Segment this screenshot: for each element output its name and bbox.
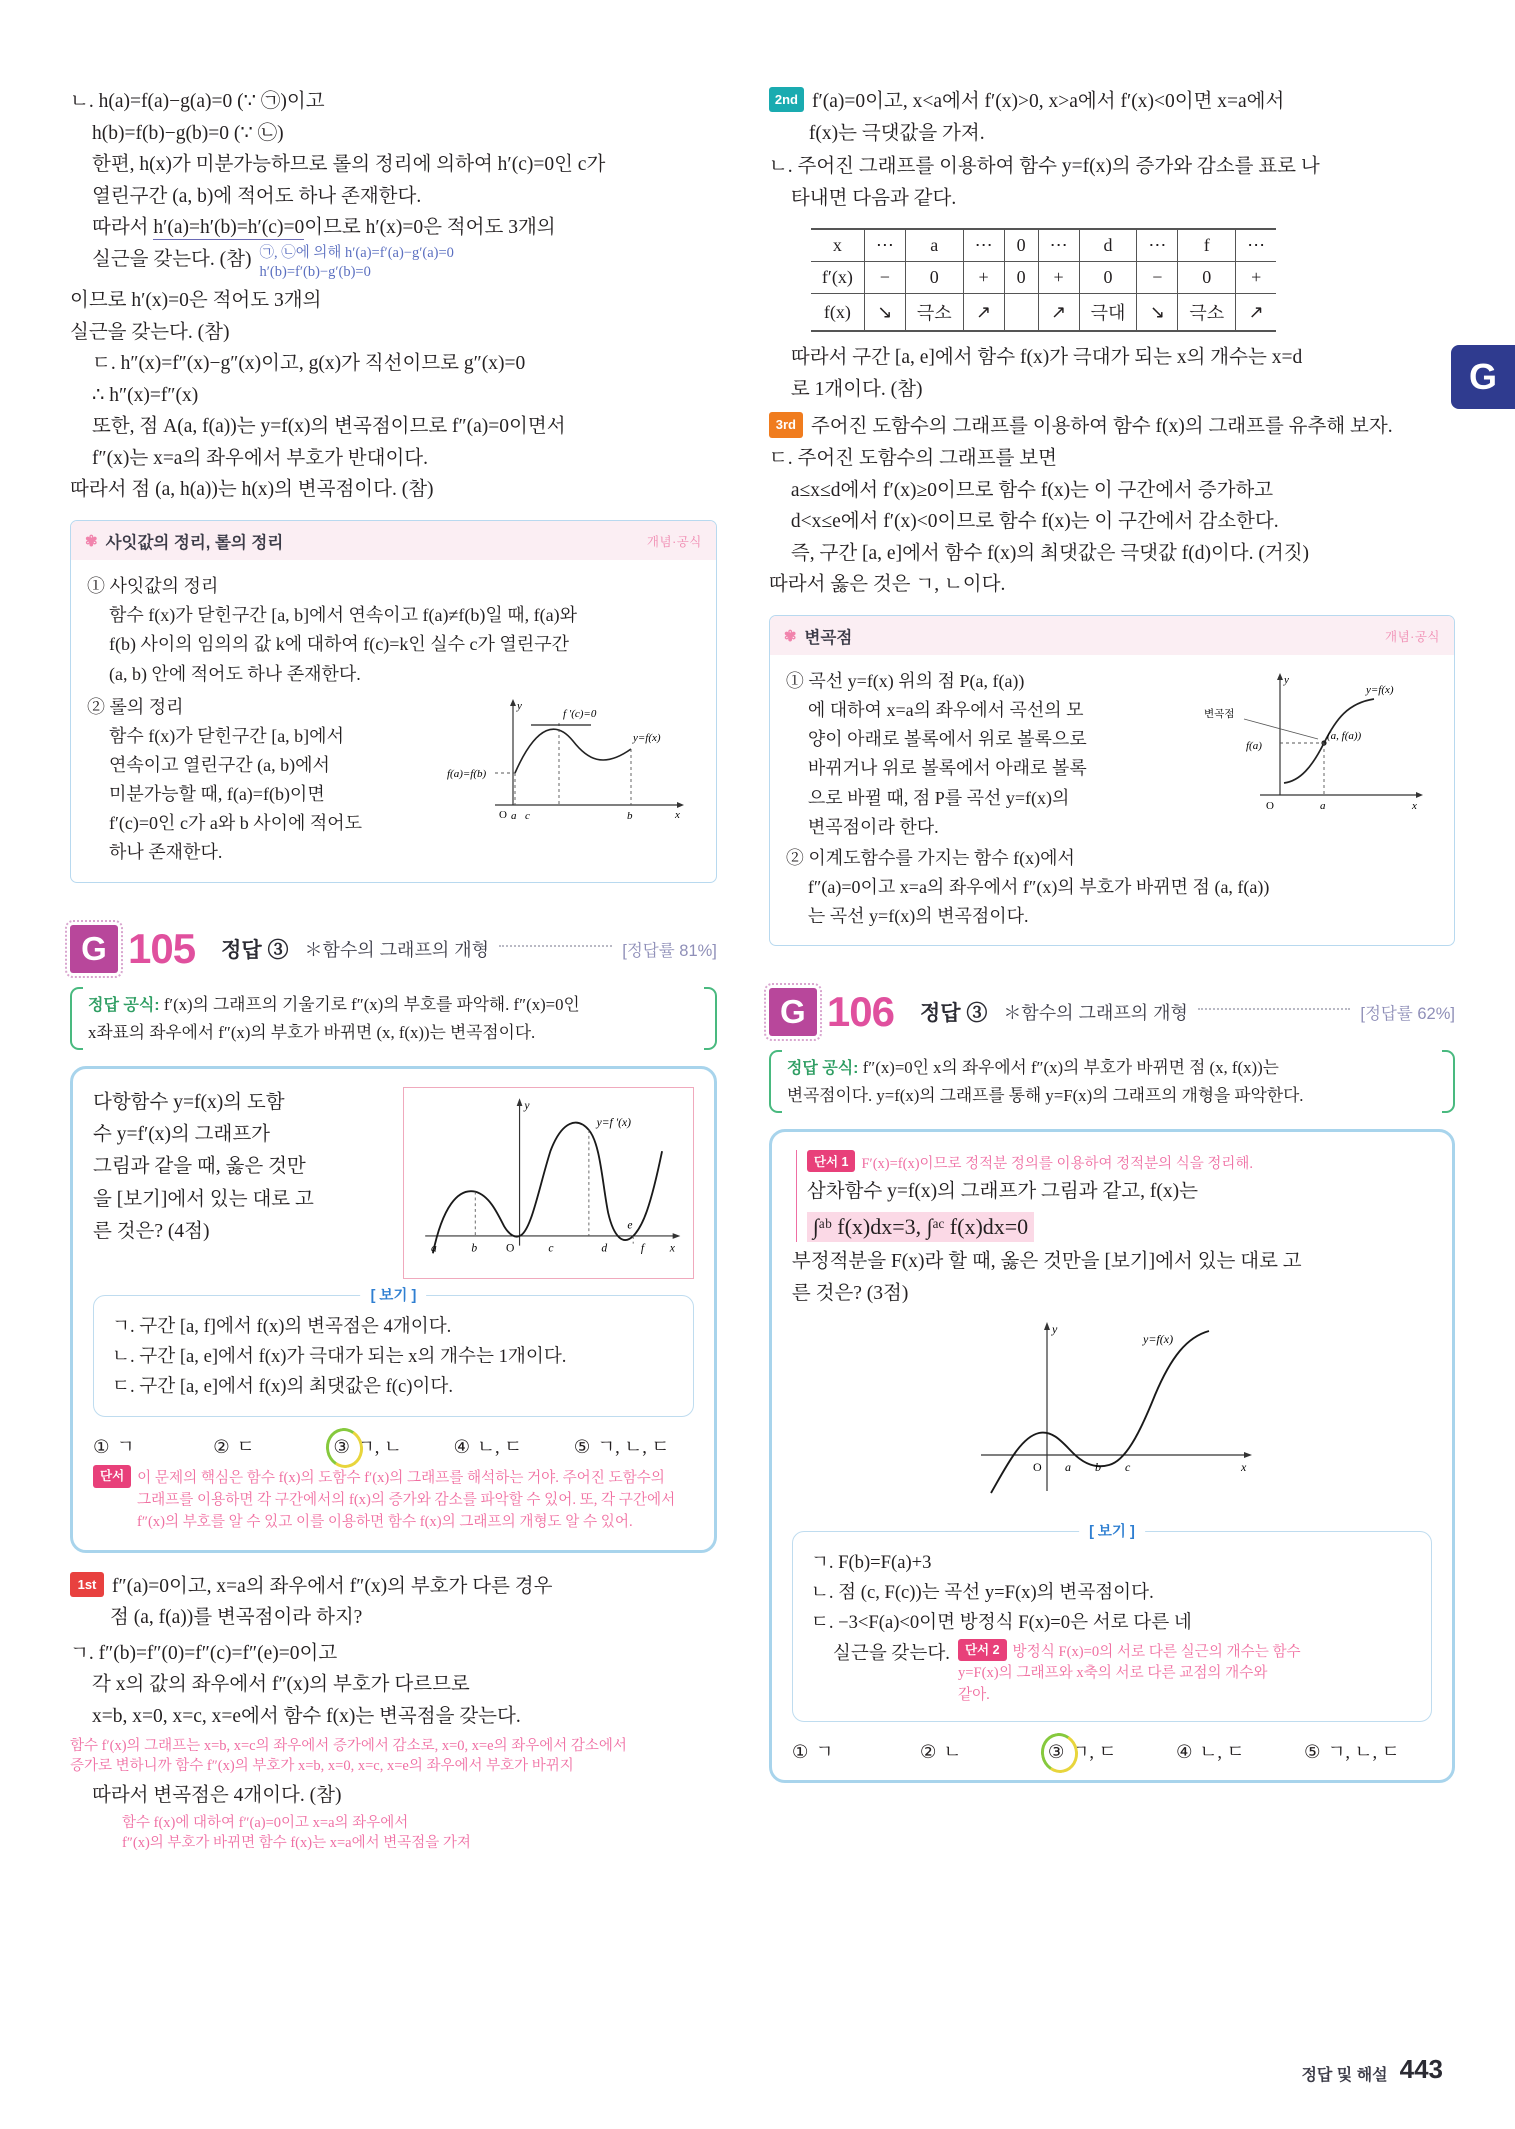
concept-box-tag: 개념·공식	[1385, 629, 1440, 644]
axis-label-x: x	[1240, 1460, 1247, 1475]
concept-box-header	[71, 521, 716, 560]
solution-line-with-note	[92, 244, 717, 283]
concept-box-mean-value	[70, 520, 717, 883]
question-card-106	[769, 1129, 1455, 1783]
choice-1[interactable]	[93, 1433, 213, 1459]
solution-line: 따라서 점 (a, h(a))는 h(x)의 변곡점이다. (참)	[70, 479, 434, 501]
choice-number-circled: ③	[333, 1438, 350, 1459]
tick-c: c	[1124, 1460, 1131, 1475]
solution-line: d<x≤e에서 f′(x)<0이므로 함수 f(x)는 이 구간에서 감소한다.	[790, 511, 1279, 533]
tick-c: c	[548, 1242, 554, 1255]
flower-icon: ✾	[85, 533, 98, 551]
rolle-theorem-figure	[445, 693, 700, 868]
question-figure-106	[792, 1315, 1432, 1515]
solution-line: 따라서 구간 [a, e]에서 함수 f(x)가 극대가 되는 x의 개수는 x=d	[790, 347, 1303, 369]
leader-dots	[499, 945, 612, 947]
concept-item-line	[786, 844, 1438, 873]
bogi-item-suffix: 실근을 갖는다.	[832, 1642, 950, 1664]
solution-conclusion: 따라서 변곡점은 4개이다. (참)	[92, 1784, 342, 1806]
solution-continuation	[70, 86, 717, 506]
question-line: 삼차함수 y=f(x)의 그래프가 그림과 같고, f(x)는	[806, 1181, 1198, 1203]
left-column	[70, 86, 717, 2046]
concept-box-title: 사잇값의 정리, 롤의 정리	[105, 534, 284, 553]
tick-a: a	[1064, 1460, 1071, 1475]
table-row-label: f′(x)	[811, 262, 864, 294]
concept-item-number: ②	[87, 696, 105, 717]
solution-tail	[769, 443, 1455, 601]
origin-label: O	[498, 808, 507, 821]
question-line: 수 y=f′(x)의 그래프가	[93, 1124, 271, 1146]
concept-item-line: 에 대하여 x=a의 좌우에서 곡선의 모	[807, 700, 1084, 721]
pink-annotation-line: 증가로 변하니까 함수 f″(x)의 부호가 x=b, x=0, x=c, x=e의 좌우에서 부호가 바뀌지	[70, 1757, 574, 1774]
choice-text: ㄱ, ㄴ, ㄷ	[597, 1438, 670, 1459]
inflection-point-label: 변곡점	[1204, 707, 1235, 720]
concept-item-line: 변곡점이라 한다.	[807, 816, 939, 837]
table-header-cell: x	[811, 229, 864, 262]
choice-text: ㄱ	[116, 1438, 135, 1459]
problem-topic: ＊함수의 그래프의 개형	[1003, 1003, 1188, 1024]
concept-item-title: 사잇값의 정리	[109, 576, 219, 597]
danseo1-row	[807, 1150, 1432, 1174]
f-a-label: f(a)	[1246, 739, 1262, 752]
solution-line: 이므로 h′(x)=0은 적어도 3개의	[70, 290, 322, 312]
table-cell: −	[1137, 262, 1178, 294]
choice-text: ㄴ, ㄷ	[477, 1438, 523, 1459]
step-2nd-line	[769, 86, 1455, 118]
footer-page-number: 443	[1399, 2054, 1443, 2084]
formula-line: 변곡점이다. y=f(x)의 그래프를 통해 y=F(x)의 그래프의 개형을 파악한다.	[786, 1086, 1304, 1106]
choice-3-selected[interactable]	[1048, 1738, 1176, 1764]
axis-label-y: y	[524, 1099, 530, 1112]
inflection-figure-svg	[1188, 667, 1438, 817]
table-cell: 0	[905, 262, 963, 294]
pink-annotation-2	[122, 1813, 717, 1853]
choice-text: ㄱ, ㄴ, ㄷ	[1327, 1743, 1400, 1764]
curve-label: y=f(x)	[632, 731, 661, 744]
danseo2-callout	[958, 1639, 1301, 1708]
axis-label-y: y	[1284, 673, 1289, 686]
concept-item-line: f″(a)=0이고 x=a의 좌우에서 f″(x)의 부호가 바뀌면 점 (a, f(a))	[807, 877, 1270, 898]
concept-box-body	[770, 655, 1454, 945]
danseo2-line: 방정식 F(x)=0의 서로 다른 실근의 개수는 함수	[1012, 1643, 1301, 1660]
table-header-cell: f	[1178, 229, 1236, 262]
table-cell: ↗	[1236, 294, 1277, 332]
answer-value: ③	[267, 938, 289, 962]
answer-label-text: 정답	[221, 938, 262, 962]
problem-correct-rate: [정답률 62%]	[1360, 1005, 1455, 1024]
table-cell: +	[963, 262, 1004, 294]
choice-5[interactable]	[1304, 1738, 1432, 1764]
question-text-105	[93, 1087, 393, 1279]
axis-label-y: y	[1051, 1322, 1058, 1337]
question-line: 른 것은? (4점)	[93, 1221, 210, 1243]
bogi-item	[811, 1608, 1413, 1638]
tangent-label: f ′(c)=0	[562, 707, 597, 720]
concept-item-line: (a, b) 안에 적어도 하나 존재한다.	[109, 663, 361, 684]
blue-annotation-line: ㉠, ㉡에 의해 h′(a)=f′(a)−g′(a)=0	[259, 244, 454, 261]
answer-formula-box-105	[70, 985, 717, 1052]
choice-number: ④	[1175, 1743, 1193, 1764]
table-row	[811, 294, 1276, 332]
problem-badge-g: G	[70, 925, 118, 973]
solution-line: ㄷ. 주어진 도함수의 그래프를 보면	[768, 448, 1057, 470]
choice-text: ㄱ	[815, 1743, 834, 1764]
blue-annotation	[259, 244, 453, 283]
concept-item-line: 함수 f(x)가 닫힌구간 [a, b]에서 연속이고 f(a)≠f(b)일 때, f(a)와	[109, 605, 577, 626]
danseo-line: 그래프를 이용하면 각 구간에서의 f(x)의 증가와 감소를 파악할 수 있어. 또, 각 구간에서	[137, 1491, 676, 1508]
table-cell: ↗	[1038, 294, 1079, 332]
danseo-badge: 단서	[93, 1465, 131, 1488]
concept-item-number: ①	[785, 670, 804, 691]
choice-2[interactable]	[920, 1738, 1048, 1764]
choice-number: ②	[919, 1743, 937, 1764]
table-header-cell: ⋯	[1137, 229, 1178, 262]
question-figure-105	[403, 1087, 694, 1279]
table-header-cell: ⋯	[1038, 229, 1079, 262]
choice-text: ㄴ	[943, 1743, 962, 1764]
curve-label: y=f(x)	[1366, 683, 1394, 696]
bogi-wrapper-105	[93, 1287, 694, 1417]
concept-item-line	[786, 667, 1180, 696]
bogi-legend: [ 보기 ]	[1079, 1520, 1145, 1541]
table-row-label: f(x)	[811, 294, 864, 332]
table-header-cell: 0	[1004, 229, 1038, 262]
f-a-equals-f-b-label: f(a)=f(b)	[446, 767, 487, 780]
underlined-expression: h′(a)=h′(b)=h′(c)=0	[153, 217, 305, 239]
tick-a: a	[510, 809, 517, 822]
danseo1-callout	[796, 1150, 1432, 1242]
tick-f: f	[640, 1242, 645, 1255]
formula-label: 정답 공식:	[786, 1060, 859, 1078]
solution-line-prefix: 따라서	[92, 217, 154, 239]
answer-formula-box-106	[769, 1048, 1455, 1115]
two-column-layout	[70, 86, 1455, 2046]
formula-text: f″(x)=0인 x의 좌우에서 f″(x)의 부호가 바뀌면 점 (x, f(x))는	[862, 1058, 1279, 1078]
bogi-item: ㄷ. 구간 [a, e]에서 f(x)의 최댓값은 f(c)이다.	[112, 1375, 453, 1397]
concept-item-line: 양이 아래로 볼록에서 위로 볼록으로	[807, 729, 1087, 750]
pink-annotation-1	[70, 1736, 717, 1776]
footer-label: 정답 및 해설	[1301, 2067, 1388, 2084]
leader-dots	[1198, 1008, 1351, 1010]
axis-label-x: x	[1412, 799, 1417, 812]
inflection-figure	[1188, 667, 1438, 842]
table-cell: −	[864, 262, 905, 294]
table-cell: 극대	[1079, 294, 1137, 332]
choice-2[interactable]	[213, 1433, 333, 1459]
concept-item-number: ②	[785, 847, 804, 868]
formula-line	[787, 1054, 1439, 1082]
bogi-item: ㄴ. 구간 [a, e]에서 f(x)가 극대가 되는 x의 개수는 1개이다.	[112, 1345, 567, 1367]
solution-line: 타내면 다음과 같다.	[790, 187, 957, 209]
axis-label-x: x	[674, 808, 680, 821]
choice-text: ㄱ, ㄴ	[356, 1438, 402, 1459]
solution-line: f″(x)는 x=a의 좌우에서 부호가 반대이다.	[92, 447, 429, 469]
problem-number: 105	[128, 924, 196, 972]
solution-line: 따라서 옳은 것은 ㄱ, ㄴ이다.	[768, 574, 1006, 596]
axis-label-x: x	[669, 1242, 675, 1255]
choice-4[interactable]	[454, 1433, 574, 1459]
table-cell: 0	[1004, 262, 1038, 294]
danseo2-badge: 단서 2	[958, 1639, 1007, 1662]
concept-item-line: 바뀌거나 위로 볼록에서 아래로 볼록	[807, 758, 1087, 779]
table-cell: 0	[1178, 262, 1236, 294]
step-badge-2nd: 2nd	[769, 87, 804, 112]
bogi-item: ㄴ. 점 (c, F(c))는 곡선 y=F(x)의 변곡점이다.	[810, 1582, 1154, 1604]
increase-decrease-table	[811, 228, 1276, 332]
problem-topic: ＊함수의 그래프의 개형	[304, 939, 489, 960]
danseo-hint-105	[93, 1465, 694, 1534]
danseo1-text: F′(x)=f(x)이므로 정적분 정의를 이용하여 정적분의 식을 정리해.	[861, 1156, 1254, 1173]
bogi-item-with-note	[833, 1639, 1413, 1708]
choice-number: ①	[791, 1743, 809, 1764]
formula-line: x좌표의 좌우에서 f″(x)의 부호가 바뀌면 (x, f(x))는 변곡점이다.	[88, 1022, 536, 1042]
cubic-graph-svg	[947, 1315, 1277, 1515]
concept-item-line: 미분가능할 때, f(a)=f(b)이면	[109, 784, 325, 805]
answer-label-text: 정답	[919, 1002, 961, 1026]
solution-line: 실근을 갖는다. (참)	[92, 248, 252, 270]
concept-box-inflection	[769, 615, 1455, 946]
tick-b: b	[1094, 1460, 1101, 1475]
problem-answer-label	[920, 997, 987, 1027]
solution-line: h(b)=f(b)−g(b)=0 (∵ ㉡)	[92, 122, 284, 144]
concept-item-2-row	[87, 693, 700, 868]
solution-line: 각 x의 값의 좌우에서 f″(x)의 부호가 다르므로	[92, 1674, 470, 1696]
formula-text: f′(x)의 그래프의 기울기로 f″(x)의 부호를 파악해. f″(x)=0인	[163, 994, 580, 1014]
choice-number: ⑤	[573, 1438, 591, 1459]
step-text: 주어진 도함수의 그래프를 이용하여 함수 f(x)의 그래프를 유추해 보자.	[810, 416, 1393, 438]
solution-line: ㄱ. f″(b)=f″(0)=f″(c)=f″(e)=0이고	[70, 1642, 338, 1664]
bogi-item: ㄱ. 구간 [a, f]에서 f(x)의 변곡점은 4개이다.	[112, 1315, 452, 1337]
concept-box-tag: 개념·공식	[646, 535, 702, 550]
concept-item-line: f′(c)=0인 c가 a와 b 사이에 적어도	[109, 813, 363, 834]
table-cell: ↗	[963, 294, 1004, 332]
table-header-cell: ⋯	[1236, 229, 1277, 262]
problem-correct-rate: [정답률 81%]	[622, 941, 717, 960]
danseo2-line: 같아.	[957, 1687, 990, 1704]
table-cell: 극소	[1178, 294, 1236, 332]
step-text: f′(a)=0이고, x<a에서 f′(x)>0, x>a에서 f′(x)<0이면 x=a에서	[812, 91, 1285, 112]
solution-line-suffix: 이므로 h′(x)=0은 적어도 3개의	[304, 217, 556, 239]
solution-105-body	[70, 1638, 717, 1853]
step-3rd-block	[769, 411, 1455, 443]
danseo-line: 이 문제의 핵심은 함수 f(x)의 도함수 f′(x)의 그래프를 해석하는 거야. 주어진 도함수의	[137, 1470, 665, 1487]
concept-item-line: 함수 f(x)가 닫힌구간 [a, b]에서	[109, 725, 344, 746]
curve-label: y=f(x)	[1142, 1332, 1174, 1347]
problem-badge-g: G	[769, 988, 817, 1036]
integral-highlight-row	[807, 1212, 1432, 1242]
table-cell: +	[1038, 262, 1079, 294]
tick-b: b	[626, 809, 633, 822]
table-cell: 극소	[905, 294, 963, 332]
table-cell: ↘	[864, 294, 905, 332]
question-line: 부정적분을 F(x)라 할 때, 옳은 것만을 [보기]에서 있는 대로 고	[791, 1251, 1302, 1273]
flower-icon: ✾	[783, 627, 797, 645]
concept-item-title: 롤의 정리	[109, 696, 184, 717]
choice-number: ①	[93, 1438, 110, 1459]
rolle-figure-svg	[445, 693, 700, 823]
table-header-cell: d	[1079, 229, 1137, 262]
concept-item-line: 으로 바뀔 때, 점 P를 곡선 y=f(x)의	[807, 787, 1070, 808]
tick-a: a	[1320, 799, 1326, 812]
concept-item-line: 하나 존재한다.	[109, 842, 223, 863]
concept-item-number: ①	[87, 576, 105, 597]
tick-a: a	[430, 1242, 437, 1255]
curve-label: y=f ′(x)	[596, 1116, 631, 1129]
solution-line: 즉, 구간 [a, e]에서 함수 f(x)의 최댓값은 극댓값 f(d)이다. (거짓)	[790, 542, 1310, 564]
problem-106-header	[769, 988, 1455, 1036]
step-badge-1st: 1st	[70, 1572, 104, 1597]
bogi-item-prefix: ㄷ. −3<F(a)<0이면 방정식 F(x)=0은 서로 다른 네	[810, 1612, 1192, 1634]
concept-box-title: 변곡점	[804, 628, 853, 647]
origin-label: O	[506, 1242, 515, 1255]
table-row	[811, 262, 1276, 294]
derivative-graph-svg	[404, 1088, 693, 1278]
solution-line-underlined	[92, 212, 717, 244]
choice-number: ⑤	[1303, 1743, 1321, 1764]
table-cell: +	[1236, 262, 1277, 294]
tick-d: d	[601, 1242, 608, 1255]
choice-number: ②	[213, 1438, 230, 1459]
danseo-line: f″(x)의 부호를 알 수 있고 이를 이용하면 함수 f(x)의 그래프의 개형도 알 수 있어.	[137, 1513, 633, 1530]
integral-highlight: ∫ᵃᵇ f(x)dx=3, ∫ᵃᶜ f(x)dx=0	[807, 1212, 1034, 1242]
page-footer	[1301, 2054, 1443, 2085]
pink-annotation-line: 함수 f′(x)의 그래프는 x=b, x=c의 좌우에서 증가에서 감소로, x=0, x=e의 좌우에서 감소에서	[70, 1737, 627, 1754]
origin-label: O	[1266, 799, 1274, 812]
solution-line: 로 1개이다. (참)	[790, 378, 923, 400]
formula-label: 정답 공식:	[88, 996, 160, 1014]
pink-annotation-line: f″(x)의 부호가 바뀌면 함수 f(x)는 x=a에서 변곡점을 가져	[122, 1835, 471, 1852]
concept-box-header	[770, 616, 1454, 655]
step-2nd-line-2: f(x)는 극댓값을 가져.	[808, 122, 985, 144]
table-header-cell: ⋯	[963, 229, 1004, 262]
question-top-row	[93, 1087, 694, 1279]
solution-line: ∴ h″(x)=f″(x)	[92, 384, 199, 406]
tick-e: e	[627, 1218, 633, 1231]
bogi-legend: [ 보기 ]	[361, 1284, 427, 1305]
choice-number-circled: ③	[1047, 1743, 1065, 1764]
danseo1-badge: 단서 1	[807, 1150, 856, 1172]
side-tab-g: G	[1451, 345, 1515, 409]
solution-line: ㄴ. h(a)=f(a)−g(a)=0 (∵ ㉠)이고	[70, 91, 325, 112]
tick-c: c	[524, 809, 530, 822]
concept-item-line: 연속이고 열린구간 (a, b)에서	[109, 755, 330, 775]
solution-line: 또한, 점 A(a, f(a))는 y=f(x)의 변곡점이므로 f″(a)=0이면서	[92, 416, 566, 438]
pink-annotation-line: 함수 f(x)에 대하여 f″(a)=0이고 x=a의 좌우에서	[122, 1815, 409, 1832]
step-1st-line-2: 점 (a, f(a))를 변곡점이라 하지?	[110, 1607, 363, 1629]
bogi-item: ㄱ. F(b)=F(a)+3	[810, 1552, 932, 1574]
problem-number: 106	[826, 988, 894, 1036]
problem-answer-label	[221, 934, 288, 964]
step-2nd-block	[769, 86, 1455, 149]
right-column	[769, 86, 1455, 2046]
solution-line: 한편, h(x)가 미분가능하므로 롤의 정리에 의하여 h′(c)=0인 c가	[92, 154, 606, 176]
table-header-row	[811, 229, 1276, 262]
solution-line: a≤x≤d에서 f′(x)≥0이므로 함수 f(x)는 이 구간에서 증가하고	[790, 479, 1274, 501]
concept-item-line: f(b) 사이의 임의의 값 k에 대하여 f(c)=k인 실수 c가 열린구간	[109, 634, 569, 655]
point-label: (a, f(a))	[1327, 729, 1362, 742]
concept-box-title-group	[85, 529, 283, 553]
danseo2-line: y=F(x)의 그래프와 x축의 서로 다른 교점의 개수와	[957, 1665, 1268, 1682]
question-line: 다항함수 y=f(x)의 도함	[93, 1091, 285, 1113]
concept-item-text: 곡선 y=f(x) 위의 점 P(a, f(a))	[808, 670, 1025, 691]
step-1st-block	[70, 1571, 717, 1634]
table-cell: 0	[1079, 262, 1137, 294]
step-1st-line	[70, 1571, 717, 1603]
answer-value: ③	[966, 1002, 988, 1026]
concept-item-1-row	[786, 667, 1438, 842]
concept-item-text: 이계도함수를 가지는 함수 f(x)에서	[808, 847, 1075, 868]
solution-line: x=b, x=0, x=c, x=e에서 함수 f(x)는 변곡점을 갖는다.	[92, 1706, 521, 1728]
concept-box-body	[71, 560, 716, 882]
choice-text: ㄷ	[236, 1438, 255, 1459]
axis-label-y: y	[516, 699, 522, 712]
question-line: 을 [보기]에서 있는 대로 고	[93, 1188, 314, 1210]
concept-item-line: 는 곡선 y=f(x)의 변곡점이다.	[807, 906, 1029, 927]
choice-number: ④	[453, 1438, 471, 1459]
step-text: f″(a)=0이고, x=a의 좌우에서 f″(x)의 부호가 다른 경우	[112, 1575, 553, 1597]
concept-item-heading	[87, 572, 700, 601]
question-line: 그림과 같을 때, 옳은 것만	[93, 1156, 306, 1178]
solution-line: ㄴ. 주어진 그래프를 이용하여 함수 y=f(x)의 증가와 감소를 표로 나	[768, 156, 1320, 178]
step-badge-3rd: 3rd	[769, 412, 803, 437]
table-header-cell: a	[905, 229, 963, 262]
choice-text: ㄱ, ㄷ	[1071, 1743, 1117, 1764]
formula-line	[88, 991, 701, 1019]
problem-105-header	[70, 925, 717, 973]
bogi-box-105	[93, 1295, 694, 1417]
question-line: 른 것은? (3점)	[791, 1282, 909, 1304]
tick-b: b	[471, 1242, 478, 1255]
concept-box-title-group	[784, 624, 852, 648]
table-cell: ↘	[1137, 294, 1178, 332]
choices-106	[792, 1738, 1432, 1764]
table-header-cell: ⋯	[864, 229, 905, 262]
question-card-105	[70, 1066, 717, 1553]
choice-text: ㄴ, ㄷ	[1199, 1743, 1245, 1764]
concept-item-heading	[87, 693, 439, 722]
blue-annotation-line: h′(b)=f′(b)−g′(b)=0	[259, 264, 371, 281]
choice-4[interactable]	[1176, 1738, 1304, 1764]
table-cell	[1004, 294, 1038, 332]
bogi-box-106	[792, 1531, 1432, 1722]
origin-label: O	[1032, 1460, 1042, 1475]
solution-line: ㄷ. h″(x)=f″(x)−g″(x)이고, g(x)가 직선이므로 g″(x)=0	[92, 353, 526, 375]
solution-line: 열린구간 (a, b)에 적어도 하나 존재한다.	[92, 185, 422, 207]
choice-3-selected[interactable]	[333, 1433, 453, 1459]
choice-1[interactable]	[792, 1738, 920, 1764]
choices-105	[93, 1433, 694, 1459]
choice-5[interactable]	[574, 1433, 694, 1459]
bogi-wrapper-106	[792, 1524, 1432, 1722]
solution-line: 실근을 갖는다. (참)	[70, 321, 230, 343]
